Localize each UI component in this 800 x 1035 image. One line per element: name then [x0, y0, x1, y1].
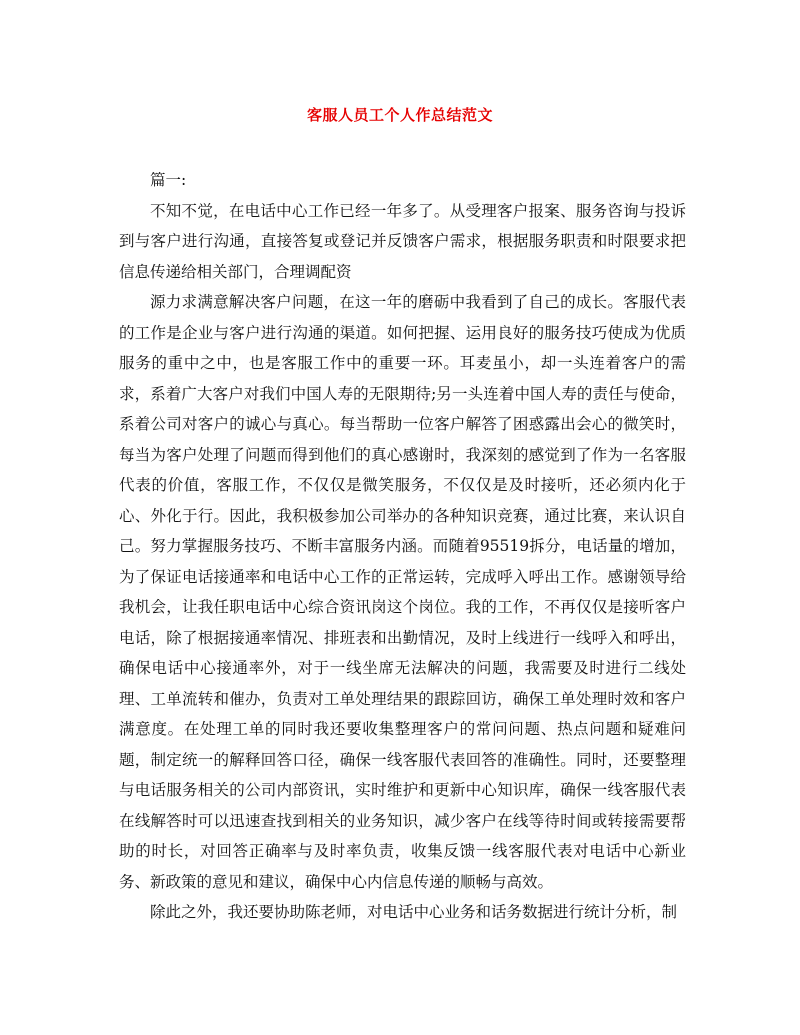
- paragraph-2: 源力求满意解决客户问题，在这一年的磨砺中我看到了自己的成长。客服代表的工作是企业与客户进行沟通的渠道。如何把握、运用良好的服务技巧使成为优质服务的重中之中，也是客服工作中的重要一环。耳麦虽小，却一头连着客户的需求，系着广大客户对我们中国人寿的无限期待;另一头连着中国人寿的责任与使命，系着公司对客户的诚心与真心。每当帮助一位客户解答了困惑露出会心的微笑时，每当为客户处理了问题而得到他们的真心感谢时，我深刻的感觉到了作为一名客服代表的价值，客服工作，不仅仅是微笑服务，不仅仅是及时接听，还必须内化于心、外化于行。因此，我积极参加公司举办的各种知识竞赛，通过比赛，来认识自己。努力掌握服务技巧、不断丰富服务内涵。而随着95519拆分，电话量的增加，为了保证电话接通率和电话中心工作的正常运转，完成呼入呼出工作。感谢领导给我机会，让我任职电话中心综合资讯岗这个岗位。我的工作，不再仅仅是接听客户电话，除了根据接通率情况、排班表和出勤情况，及时上线进行一线呼入和呼出，确保电话中心接通率外，对于一线坐席无法解决的问题，我需要及时进行二线处理、工单流转和催办，负责对工单处理结果的跟踪回访，确保工单处理时效和客户满意度。在处理工单的同时我还要收集整理客户的常问问题、热点问题和疑难问题，制定统一的解释回答口径，确保一线客服代表回答的准确性。同时，还要整理与电话服务相关的公司内部资讯，实时维护和更新中心知识库，确保一线客服代表在线解答时可以迅速查找到相关的业务知识，减少客户在线等待时间或转接需要帮助的时长，对回答正确率与及时率负责，收集反馈一线客服代表对电话中心新业务、新政策的意见和建议，确保中心内信息传递的顺畅与高效。: [119, 293, 686, 891]
- paragraph-1: 不知不觉，在电话中心工作已经一年多了。从受理客户报案、服务咨询与投诉到与客户进行沟通，直接答复或登记并反馈客户需求，根据服务职责和时限要求把信息传递给相关部门，合理调配资: [119, 201, 686, 281]
- document-title: 客服人员工个人作总结范文: [306, 106, 493, 124]
- document-body: [119, 165, 686, 928]
- section-label: 篇一:: [150, 171, 187, 189]
- paragraph-3: 除此之外，我还要协助陈老师，对电话中心业务和话务数据进行统计分析，制: [150, 903, 678, 921]
